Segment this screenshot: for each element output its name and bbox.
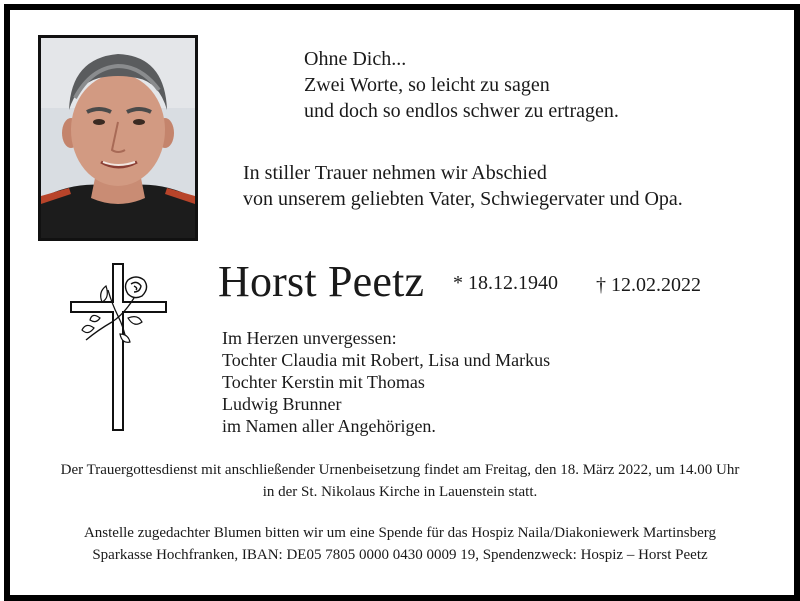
cross-with-rose-icon [68, 262, 172, 434]
service-line-2: in der St. Nikolaus Kirche in Lauenstein statt. [262, 484, 538, 500]
quote-line-2: Zwei Worte, so leicht zu sagen [304, 74, 550, 96]
mourners-line-4: Ludwig Brunner [222, 394, 342, 414]
donation-line-2: Sparkasse Hochfranken, IBAN: DE05 7805 0000 0430 0009 19, Spendenzweck: Hospiz – Horst Peetz [92, 547, 708, 563]
portrait-illustration [41, 38, 195, 238]
quote-line-1: Ohne Dich... [304, 48, 407, 70]
mourners-line-5: im Namen aller Angehörigen. [222, 416, 436, 436]
service-line-1: Der Trauergottesdienst mit anschließender Urnenbeisetzung findet am Freitag, den 18. März 2022, um 14.00 Uhr [60, 462, 740, 478]
donation-line-1: Anstelle zugedachter Blumen bitten wir um eine Spende für das Hospiz Naila/Diakoniewerk Martinsberg [83, 525, 717, 541]
mourners-line-1: Im Herzen unvergessen: [222, 328, 397, 348]
intro-line-1: In stiller Trauer nehmen wir Abschied [243, 162, 547, 184]
death-date: † 12.02.2022 [596, 274, 701, 296]
mourners-line-3: Tochter Kerstin mit Thomas [222, 372, 425, 392]
portrait-photo [38, 35, 198, 241]
quote-line-3: und doch so endlos schwer zu ertragen. [304, 100, 619, 122]
deceased-name: Horst Peetz [218, 257, 425, 306]
birth-date: * 18.12.1940 [453, 272, 558, 294]
intro-line-2: von unserem geliebten Vater, Schwiegervater und Opa. [243, 188, 683, 210]
mourners-line-2: Tochter Claudia mit Robert, Lisa und Markus [222, 350, 551, 370]
